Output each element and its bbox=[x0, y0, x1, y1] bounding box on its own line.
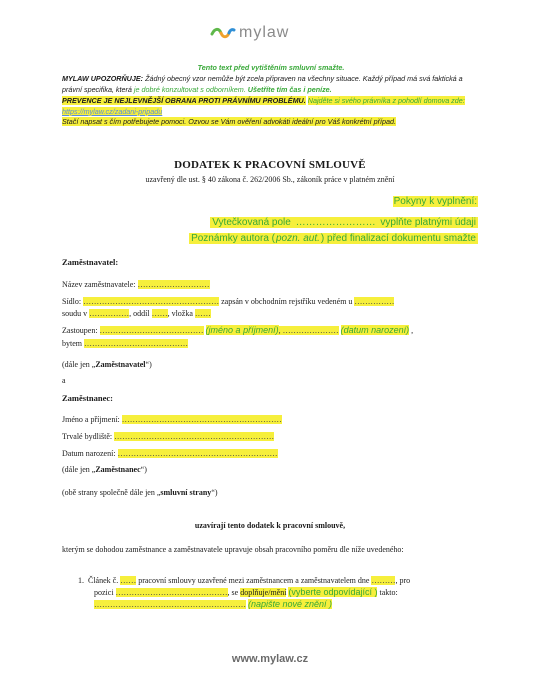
article-1-line2: pozici ……………………………………, se doplňuje/mění (vyberte odpovídající ) takto: bbox=[94, 587, 398, 597]
employer-name-field[interactable]: ……………………… bbox=[137, 280, 210, 289]
employer-residence-field[interactable]: ………………………………… bbox=[84, 339, 188, 348]
warning-green: je dobré konzultovat s odborníkem. bbox=[133, 84, 246, 94]
mylaw-logo bbox=[210, 24, 289, 42]
and-text: a bbox=[62, 376, 66, 385]
article-1-line1: 1. Článek č. …… pracovní smlouvy uzavřené mezi zaměstnancem a zaměstnavatelem dne ………, pro bbox=[78, 576, 411, 585]
article-number: 1. bbox=[78, 576, 84, 585]
employer-register-field[interactable]: …………… bbox=[354, 297, 395, 306]
logo-wave-icon bbox=[210, 26, 236, 40]
rep-birth-note: (datum narození) bbox=[340, 325, 410, 335]
employee-name-row: Jméno a příjmení: …………………………………………………… bbox=[62, 415, 282, 424]
instructions-heading: Pokyny k vyplnění: bbox=[393, 196, 477, 207]
prevention-bold: PREVENCE JE NEJLEVNĚJŠÍ OBRANA PROTI PRÁVNÍMU PROBLÉMU. bbox=[62, 96, 306, 105]
employer-seat-row: Sídlo: …………………………………………… zapsán v obchodním rejstříku vedeném u …………… bbox=[62, 297, 395, 306]
employer-court-row: soudu v ……………, oddíl ……, vložka …… bbox=[62, 309, 211, 318]
rep-name-note: (jméno a příjmení) bbox=[205, 325, 279, 335]
employee-header: Zaměstnanec: bbox=[62, 393, 113, 403]
document-subtitle: uzavřený dle ust. § 40 zákona č. 262/2006 Sb., zákoník práce v platném znění bbox=[145, 175, 395, 184]
warning-text: Žádný obecný vzor nemůže být zcela připraven na všechny situace. Každý případ má svá faktická a právní specifika, která bbox=[62, 74, 463, 94]
new-wording-note: (napište nové znění ) bbox=[248, 599, 333, 609]
warning-green-bold: Ušetříte tím čas i peníze. bbox=[247, 84, 332, 94]
position-field[interactable]: …………………………………… bbox=[115, 588, 228, 597]
conclude-text: uzavírají tento dodatek k pracovní smlouvě, bbox=[194, 521, 346, 530]
employer-seat-field[interactable]: …………………………………………… bbox=[83, 297, 220, 306]
employer-rep-birth-field[interactable]: , ………………… bbox=[278, 326, 339, 335]
prevention-link[interactable]: https://mylaw.cz/zadani-pripadu bbox=[62, 106, 163, 116]
employer-court-field[interactable]: …………… bbox=[89, 309, 130, 318]
employee-birth-field[interactable]: …………………………………………………… bbox=[117, 449, 278, 458]
choice-note: (vyberte odpovídající ) bbox=[288, 587, 378, 597]
employee-alias: (dále jen „Zaměstnanec“) bbox=[62, 465, 147, 474]
logo-text: mylaw bbox=[239, 24, 290, 41]
change-choice[interactable]: doplňuje/mění bbox=[240, 588, 287, 597]
parties-alias: (obě strany společně dále jen „smluvní strany“) bbox=[62, 488, 218, 497]
employer-rep-field[interactable]: ………………………………… bbox=[99, 326, 204, 335]
document-title: DODATEK K PRACOVNÍ SMLOUVĚ bbox=[174, 159, 366, 171]
new-wording-field[interactable]: ………………………………………………… bbox=[94, 600, 246, 609]
article-1-line3 bbox=[94, 599, 332, 610]
employer-alias: (dále jen „Zaměstnavatel“) bbox=[62, 360, 152, 369]
footer-website[interactable]: www.mylaw.cz bbox=[231, 653, 309, 665]
prevention-green: Najděte si svého právníka z pohodlí domova zde: bbox=[307, 96, 465, 105]
employer-header: Zaměstnavatel: bbox=[62, 257, 119, 267]
prevention-last: Stačí napsat s čím potřebujete pomoci. Ozvou se Vám ověření advokáti ideální pro Váš konkrétní případ. bbox=[62, 117, 396, 126]
warning-label: MYLAW UPOZORŇUJE: bbox=[62, 74, 144, 83]
notice-warning bbox=[62, 74, 480, 95]
employer-section-field[interactable]: …… bbox=[151, 309, 168, 318]
employee-birth-row: Datum narození: …………………………………………………… bbox=[62, 449, 278, 458]
article-number-field[interactable]: …… bbox=[120, 576, 137, 585]
employee-address-row: Trvalé bydliště: …………………………………………………… bbox=[62, 432, 275, 441]
employer-name-row: Název zaměstnavatele: ……………………… bbox=[62, 280, 210, 289]
notice-remove-line: Tento text před vytištěním smluvní smažte. bbox=[197, 63, 345, 72]
employer-rep-row: Zastoupen: ………………………………… (jméno a příjmení), ………………… (datum narození) , bbox=[62, 325, 414, 335]
purpose-text: kterým se dohodou zaměstnance a zaměstnavatele upravuje obsah pracovního poměru dle níže uvedeného: bbox=[62, 545, 404, 554]
employee-name-field[interactable]: …………………………………………………… bbox=[121, 415, 282, 424]
contract-date-field[interactable]: ……… bbox=[371, 576, 396, 585]
notice-prevention bbox=[62, 96, 480, 128]
employer-residence-row: bytem ………………………………… bbox=[62, 339, 188, 348]
instructions-notes: Poznámky autora (pozn. aut.) před finalizací dokumentu smažte bbox=[191, 233, 476, 244]
employee-address-field[interactable]: …………………………………………………… bbox=[114, 432, 275, 441]
employer-insert-field[interactable]: …… bbox=[194, 309, 211, 318]
instructions-fields: Vytečkovaná pole …………………… vyplňte platnými údaji bbox=[212, 217, 476, 228]
